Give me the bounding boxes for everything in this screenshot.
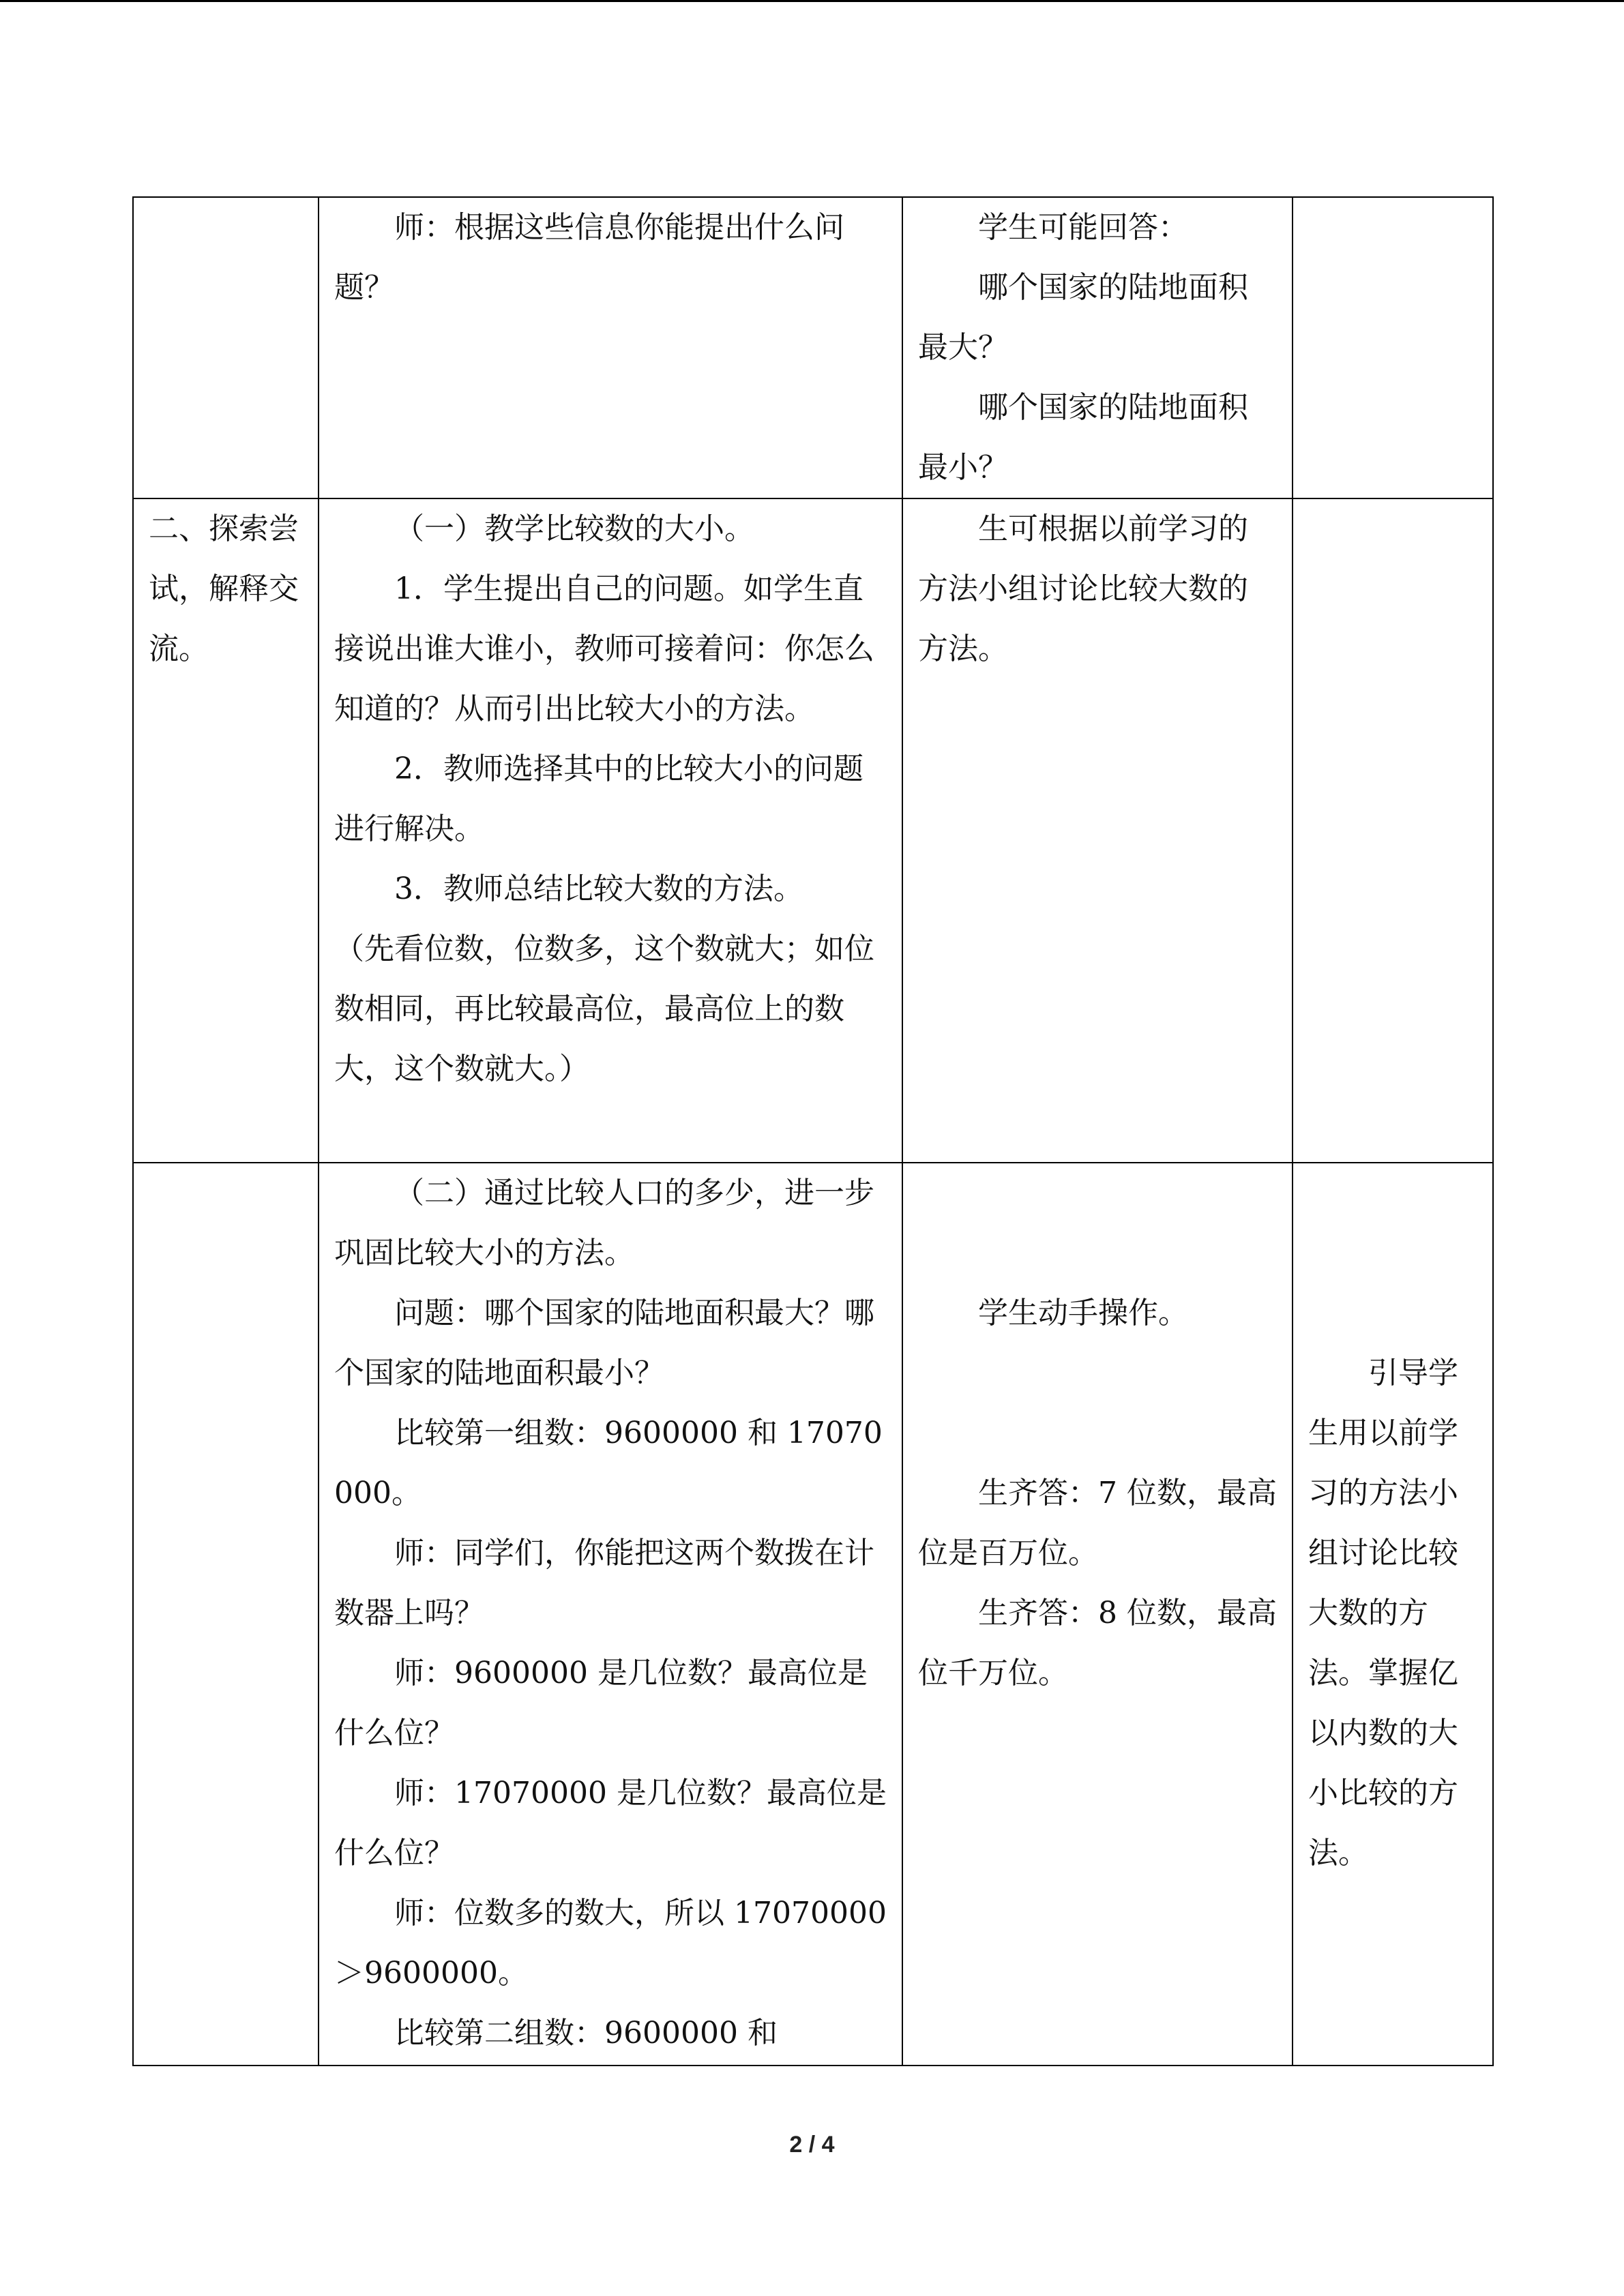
teacher-activity-cell: [319, 197, 902, 498]
design-intent-cell: [1293, 1163, 1493, 2066]
student-activity-cell: [902, 498, 1293, 1163]
teacher-conclusion: 师：位数多的数大，所以 17070000＞9600000。: [334, 1896, 887, 1991]
teaching-step-heading-2: （二）通过比较人口的多少，进一步巩固比较大小的方法。: [334, 1176, 874, 1270]
design-intent-text: 引导学生用以前学习的方法小组讨论比较大数的方法。掌握亿以内数的大小比较的方法。: [1308, 1356, 1458, 1870]
teacher-prompt-digits-1: 师：9600000 是几位数？最高位是什么位？: [334, 1656, 868, 1750]
stage-cell: [133, 498, 319, 1163]
teacher-question: 师：根据这些信息你能提出什么问题？: [334, 210, 844, 305]
teacher-activity-cell: [319, 498, 902, 1163]
teaching-step-1: 1．学生提出自己的问题。如学生直接说出谁大谁小，教师可接着问：你怎么知道的？从而引出比较大小的方法。: [334, 571, 874, 726]
teacher-activity-cell: [319, 1163, 902, 2066]
student-answer-largest: 哪个国家的陆地面积最大？: [918, 270, 1248, 365]
student-activity-cell: [902, 1163, 1293, 2066]
compare-group-1: 比较第一组数：9600000 和 17070000。: [334, 1416, 883, 1510]
stage-cell-empty: [133, 197, 319, 498]
page-top-border: [0, 0, 1624, 2]
comparison-rule: （先看位数，位数多，这个数就大；如位数相同，再比较最高位，最高位上的数大，这个数就大。）: [334, 931, 874, 1086]
teaching-step-2: 2．教师选择其中的比较大小的问题进行解决。: [334, 751, 863, 846]
table-row-explore: [133, 498, 1493, 1163]
teacher-prompt-digits-2: 师：17070000 是几位数？最高位是什么位？: [334, 1776, 887, 1870]
stage-cell-empty: [133, 1163, 319, 2066]
design-intent-cell-empty: [1293, 498, 1493, 1163]
design-intent-cell-empty: [1293, 197, 1493, 498]
teaching-step-heading: （一）教学比较数的大小。: [394, 511, 754, 546]
table-row-consolidate: [133, 1163, 1493, 2066]
teacher-prompt-counter: 师：同学们，你能把这两个数拨在计数器上吗？: [334, 1536, 874, 1630]
question-text: 问题：哪个国家的陆地面积最大？哪个国家的陆地面积最小？: [334, 1296, 874, 1390]
student-discussion: 生可根据以前学习的方法小组讨论比较大数的方法。: [918, 511, 1248, 666]
student-activity-cell: [902, 197, 1293, 498]
student-answer-smallest: 哪个国家的陆地面积最小？: [918, 390, 1248, 485]
student-answer-intro: 学生可能回答：: [978, 210, 1188, 245]
teaching-step-3: 3．教师总结比较大数的方法。: [394, 871, 803, 906]
student-answer-7-digits: 生齐答：7 位数，最高位是百万位。: [918, 1476, 1277, 1570]
student-operate: 学生动手操作。: [978, 1296, 1188, 1330]
table-row-intro: [133, 197, 1493, 498]
lesson-plan-table: [132, 196, 1494, 2066]
stage-title: 二、探索尝试，解释交流。: [149, 511, 299, 666]
student-answer-8-digits: 生齐答：8 位数，最高位千万位。: [918, 1596, 1277, 1690]
compare-group-2: 比较第二组数：9600000 和: [394, 2016, 778, 2051]
page-number: 2 / 4: [789, 2132, 835, 2158]
